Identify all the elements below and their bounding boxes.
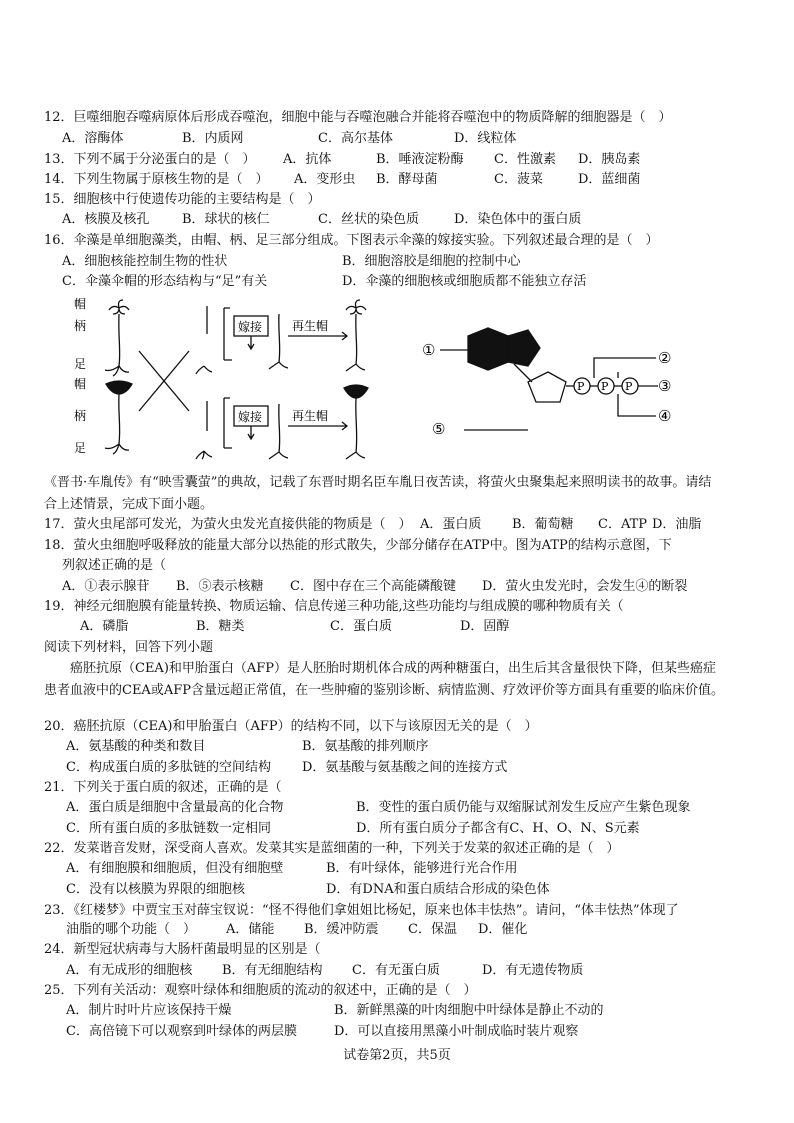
q18-option-b: B．⑤表示核糖 <box>176 579 264 594</box>
acetabularia-graft-figure <box>74 296 374 466</box>
q25-option-c: C．高倍镜下可以观察到叶绿体的两层膜 <box>66 1024 297 1039</box>
q25-option-d: D．可以直接用黑藻小叶制成临时装片观察 <box>334 1024 579 1039</box>
atp-structure-figure <box>418 320 698 440</box>
q15-option-c: C．丝状的染色质 <box>318 212 419 227</box>
q14-option-a: A．变形虫 <box>294 172 356 187</box>
q22-option-c: C．没有以核膜为界限的细胞核 <box>66 882 245 897</box>
regrow-label-lower: 再生帽 <box>292 409 329 423</box>
q21-option-c: C．所有蛋白质的多肽链数一定相同 <box>66 821 271 836</box>
q18-option-d: D．萤火虫发光时，会发生④的断裂 <box>482 579 688 594</box>
graft-label-lower: 嫁接 <box>238 410 263 424</box>
q13-option-c: C．性激素 <box>494 152 556 167</box>
q18-option-c: C．图中存在三个高能磷酸键 <box>290 579 456 594</box>
q16-option-d: D．伞藻的细胞核或细胞质都不能独立存活 <box>342 274 587 289</box>
marker-4: ④ <box>658 407 672 425</box>
q14-option-b: B．酵母菌 <box>376 172 438 187</box>
q24-option-b: B．有无细胞结构 <box>222 963 323 978</box>
q19-stem: 19．神经元细胞膜有能量转换、物质运输、信息传递三种功能,这些功能均与组成膜的哪种物质有关（ <box>44 599 624 614</box>
q16-stem: 16．伞藻是单细胞藻类，由帽、柄、足三部分组成。下图表示伞藻的嫁接实验。下列叙述最合理的是（ ） <box>44 233 659 248</box>
reading-material: 癌胚抗原（CEA)和甲胎蛋白（AFP）是人胚胎时期机体合成的两种糖蛋白，出生后其含量很快下降，但某些癌症患者血液中的CEA或AFP含量远超正常值，在一些肿瘤的鉴别诊断、病情监测、疗效评价等方面具有重要的临床价值。 <box>44 661 724 698</box>
q19-option-c: C．蛋白质 <box>330 619 392 634</box>
marker-3: ③ <box>658 377 672 395</box>
q17-option-d: D．油脂 <box>652 517 702 532</box>
graft-label-upper: 嫁接 <box>238 320 263 334</box>
label-foot-lower: 足 <box>74 441 87 455</box>
q12-stem: 12．巨噬细胞吞噬病原体后形成吞噬泡，细胞中能与吞噬泡融合并能将吞噬泡中的物质降解的细胞器是（ ） <box>44 110 672 125</box>
q19-option-a: A．磷脂 <box>80 619 129 634</box>
q17-option-b: B．葡萄糖 <box>512 517 574 532</box>
q12-option-c: C．高尔基体 <box>318 131 393 146</box>
q22-option-b: B．有叶绿体，能够进行光合作用 <box>326 861 518 876</box>
q20-stem: 20．癌胚抗原（CEA)和甲胎蛋白（AFP）的结构不同，以下与该原因无关的是（ ） <box>44 719 538 734</box>
q15-option-a: A．核膜及核孔 <box>62 212 150 227</box>
q18-option-a: A．①表示腺苷 <box>62 579 150 594</box>
q17-stem: 17．萤火虫尾部可发光，为萤火虫发光直接供能的物质是（ ） <box>44 517 412 532</box>
q23-option-b: B．缓冲防震 <box>304 922 379 937</box>
q16-option-c: C．伞藻伞帽的形态结构与“足”有关 <box>62 274 268 289</box>
label-cap-lower: 帽 <box>74 377 87 391</box>
label-cap-upper: 帽 <box>74 297 87 311</box>
q12-option-d: D．线粒体 <box>454 131 517 146</box>
q19-option-b: B．糖类 <box>196 619 245 634</box>
q13-option-d: D．胰岛素 <box>578 152 641 167</box>
q23-option-c: C．保温 <box>408 922 457 937</box>
q23-stem-cont: 油脂的哪个功能（ ） <box>66 922 197 937</box>
q20-option-d: D．氨基酸与氨基酸之间的连接方式 <box>302 760 508 775</box>
q16-option-b: B．细胞溶胶是细胞的控制中心 <box>342 254 521 269</box>
q20-option-b: B．氨基酸的排列顺序 <box>302 739 429 754</box>
reading-intro: 阅读下列材料，回答下列小题 <box>44 640 214 655</box>
q15-option-d: D．染色体中的蛋白质 <box>454 212 582 227</box>
phosphate-2: P <box>601 380 609 393</box>
phosphate-3: P <box>625 380 633 393</box>
q13-option-b: B．唾液淀粉酶 <box>376 152 464 167</box>
q13-stem: 13．下列不属于分泌蛋白的是（ ） <box>44 152 256 167</box>
q21-option-a: A．蛋白质是细胞中含量最高的化合物 <box>66 800 284 815</box>
marker-1: ① <box>422 341 436 359</box>
q16-option-a: A．细胞核能控制生物的性状 <box>62 254 228 269</box>
q18-stem: 18．萤火虫细胞呼吸释放的能量大部分以热能的形式散失，少部分储存在ATP中。图为ATP的结构示意图，下 <box>44 538 672 553</box>
q18-stem-cont: 列叙述正确的是（ <box>62 558 167 573</box>
q12-option-a: A．溶酶体 <box>62 131 124 146</box>
phosphate-1: P <box>577 380 585 393</box>
q24-option-a: A．有无成形的细胞核 <box>66 963 193 978</box>
page-footer: 试卷第2页，共5页 <box>343 1048 451 1063</box>
q25-option-a: A．制片时叶片应该保持干燥 <box>66 1003 232 1018</box>
regrow-label-upper: 再生帽 <box>292 319 329 333</box>
firefly-intro: 《晋书·车胤传》有“映雪囊萤”的典故，记载了东晋时期名臣车胤日夜苦读，将萤火虫聚集起来照明读书的故事。请结合上述情景，完成下面小题。 <box>44 475 712 512</box>
q22-stem: 22．发菜谐音发财，深受商人喜欢。发菜其实是蓝细菌的一种，下列关于发菜的叙述正确的是（ ） <box>44 841 620 856</box>
q14-stem: 14．下列生物属于原核生物的是（ ） <box>44 172 269 187</box>
label-stalk-upper: 柄 <box>74 319 87 333</box>
q22-option-d: D．有DNA和蛋白质结合形成的染色体 <box>326 882 550 897</box>
marker-2: ② <box>658 349 672 367</box>
q23-option-a: A．储能 <box>226 922 275 937</box>
q25-option-b: B．新鲜黑藻的叶肉细胞中叶绿体是静止不动的 <box>334 1003 604 1018</box>
q20-option-a: A．氨基酸的种类和数目 <box>66 739 206 754</box>
q25-stem: 25．下列有关活动：观察叶绿体和细胞质的流动的叙述中，正确的是（ ） <box>44 983 477 998</box>
q19-option-d: D．固醇 <box>460 619 510 634</box>
q24-option-d: D．有无遗传物质 <box>482 963 584 978</box>
q21-stem: 21．下列关于蛋白质的叙述，正确的是（ <box>44 780 282 795</box>
q23-stem: 23．《红楼梦》中贾宝玉对薛宝钗说：“怪不得他们拿姐姐比杨妃，原来也体丰怯热”。请问，“体丰怯热”体现了 <box>44 903 679 918</box>
q21-option-b: B．变性的蛋白质仍能与双缩脲试剂发生反应产生紫色现象 <box>356 800 691 815</box>
q24-stem: 24．新型冠状病毒与大肠杆菌最明显的区别是（ <box>44 942 321 957</box>
q17-option-a: A．蛋白质 <box>420 517 482 532</box>
label-stalk-lower: 柄 <box>74 409 87 423</box>
q14-option-c: C．菠菜 <box>494 172 543 187</box>
q24-option-c: C．有无蛋白质 <box>352 963 440 978</box>
q14-option-d: D．蓝细菌 <box>578 172 641 187</box>
q13-option-a: A．抗体 <box>283 152 332 167</box>
label-foot-upper: 足 <box>74 357 87 371</box>
q17-option-c: C．ATP <box>598 517 648 532</box>
q21-option-d: D．所有蛋白质分子都含有C、H、O、N、S元素 <box>356 821 640 836</box>
q20-option-c: C．构成蛋白质的多肽链的空间结构 <box>66 760 271 775</box>
marker-5: ⑤ <box>432 420 446 438</box>
q23-option-d: D．催化 <box>478 922 528 937</box>
q15-stem: 15．细胞核中行使遗传功能的主要结构是（ ） <box>44 192 321 207</box>
q12-option-b: B．内质网 <box>182 131 244 146</box>
q22-option-a: A．有细胞膜和细胞质，但没有细胞壁 <box>66 861 284 876</box>
q15-option-b: B．球状的核仁 <box>182 212 270 227</box>
